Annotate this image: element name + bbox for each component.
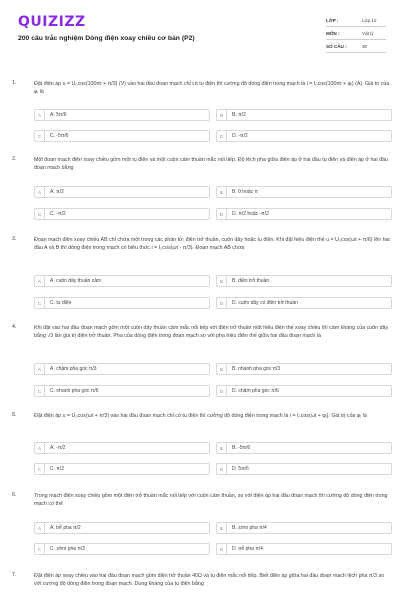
option-d[interactable] [216,543,392,555]
option-b[interactable] [216,522,392,534]
option-letter: B [217,187,227,197]
option-b[interactable] [216,109,392,121]
option-text: C. tụ điện [50,300,72,306]
option-letter: B [217,443,227,453]
option-letter: C [35,209,45,219]
option-text: B. nhanh pha góc π/3 [232,366,281,372]
option-letter: D [217,209,227,219]
option-letter: C [35,298,45,308]
option-letter: A [35,110,45,120]
option-letter: A [35,443,45,453]
option-c[interactable] [34,297,210,309]
option-text: C. -π/2 [50,211,66,217]
meta-label: LỚP : [326,17,339,23]
option-a[interactable] [34,109,210,121]
option-c[interactable] [34,463,210,475]
option-text: B. sớm pha π/4 [232,525,267,531]
meta-label: MÔN : [326,30,340,36]
option-text: B. điện trở thuần [232,278,270,284]
option-b[interactable] [216,442,392,454]
question-number: 7. [12,572,17,578]
option-c[interactable] [34,385,210,397]
option-letter: C [35,544,45,554]
question-text: Trong mạch điện xoay chiều gồm một điện trở thuần mắc nối tiếp với cuộn cảm thuần, so với điện áp hai đầu đoạn mạch thì cường độ dòng điện trong mạch có thể [34,493,388,508]
meta-row-subject [326,27,386,40]
option-letter: B [217,364,227,374]
question-text: Một đoạn mạch điện xoay chiều gồm một tụ điện và một cuộn cảm thuần mắc nối tiếp. Độ lệch pha giữa điện áp ở hai đầu tụ điện và điện áp ở hai đầu đoạn mạch bằng [34,157,388,172]
meta-value: 30 [362,43,368,49]
option-text: C. sớm pha π/2 [50,546,86,552]
meta-value: Vật lý [362,30,374,36]
question-number: 3. [12,236,17,242]
option-b[interactable] [216,275,392,287]
option-text: D. cuộn dây có điện trở thuần [232,300,298,306]
meta-row-class [326,14,386,27]
option-a[interactable] [34,275,210,287]
option-c[interactable] [34,130,210,142]
option-c[interactable] [34,208,210,220]
option-letter: B [217,523,227,533]
option-text: A. 5π/6 [50,112,67,118]
option-text: A. -π/2 [50,445,66,451]
question-text: Đoạn mạch điện xoay chiều AB chỉ chứa một trong các phần tử: điện trở thuần, cuộn dây hoặc tụ điện. Khi đặt hiệu điện thế u = U₀cos(ωt + π/6) lên hai đầu A và B thì dòng điện trong mạch có biểu thức i = I₀cos(ωt - π/3). Đoạn mạch AB chứa [34,237,390,252]
option-b[interactable] [216,363,392,375]
option-letter: A [35,187,45,197]
meta-row-count [326,40,386,53]
question-text: Đặt điện áp u = U₀cos(100πt + π/3) (V) vào hai đầu đoạn mạch chỉ có tụ điện thì cường độ dòng điện trong mạch là i = I₀cos(100πt + φᵢ) (A). Giá trị của φᵢ là [34,81,390,96]
question-number: 4. [12,324,17,330]
option-text: D. -π/2 [232,133,248,139]
option-a[interactable] [34,363,210,375]
page-title: 200 câu trắc nghiệm Dòng điện xoay chiều cơ bản (P2) [18,35,195,42]
option-text: D. trễ pha π/4 [232,546,263,552]
option-letter: A [35,523,45,533]
option-d[interactable] [216,130,392,142]
quizizz-logo: QUIZIZZ [18,14,86,30]
option-b[interactable] [216,186,392,198]
option-a[interactable] [34,522,210,534]
question-text: Đặt điện áp xoay chiều vào hai đầu đoạn mạch gồm điện trở thuần 40Ω và tụ điện mắc nối tiếp. Biết điện áp giữa hai đầu đoạn mạch lệch pha π/3 so với cường độ dòng điện trong đoạn mạch. Dung kháng của tụ điện bằng [34,573,385,588]
question-number: 5. [12,412,17,418]
option-letter: C [35,464,45,474]
option-text: A. trễ pha π/2 [50,525,81,531]
option-text: C. nhanh pha góc π/6 [50,388,99,394]
option-text: C. π/2 [50,466,65,472]
option-letter: D [217,131,227,141]
question-text: Đặt điện áp u = U₀cos(ωt + π/3) vào hai đầu đoạn mạch chỉ có tụ điện thì cường độ dòng điện trong mạch là i = I₀cos(ωt + φᵢ). Giá trị của φᵢ là [34,413,367,419]
option-text: B. -5π/6 [232,445,251,451]
question-number: 6. [12,492,17,498]
option-a[interactable] [34,186,210,198]
meta-table [326,14,386,53]
option-text: C. -5π/6 [50,133,69,139]
option-text: A. π/2 [50,189,64,195]
option-text: B. 0 hoặc π [232,189,258,195]
option-text: D. chậm pha góc π/6 [232,388,279,394]
option-text: B. π/2 [232,112,246,118]
option-letter: D [217,544,227,554]
option-text: D. 5π/6 [232,466,249,472]
option-letter: A [35,364,45,374]
option-letter: D [217,298,227,308]
option-letter: B [217,276,227,286]
meta-value: Lớp 12 [362,17,377,23]
option-text: A. chậm pha góc π/3 [50,366,97,372]
option-d[interactable] [216,208,392,220]
question-text: Khi đặt vào hai đầu đoạn mạch gồm một cuộn dây thuần cảm mắc nối tiếp với điện trở thuần một hiệu điện thế xoay chiều thì cảm kháng của cuộn dây bằng √3 lần giá trị điện trở thuần. Pha của dòng điện trong đoạn mạch so với pha hiệu điện thế giữa hai đầu đoạn mạch là [34,325,389,340]
question-number: 1. [12,80,17,86]
question-number: 2. [12,156,17,162]
option-text: D. π/2 hoặc -π/2 [232,211,269,217]
option-letter: A [35,276,45,286]
option-letter: C [35,131,45,141]
option-letter: D [217,464,227,474]
option-letter: D [217,386,227,396]
option-d[interactable] [216,385,392,397]
option-a[interactable] [34,442,210,454]
option-c[interactable] [34,543,210,555]
page-header [0,0,400,64]
option-letter: B [217,110,227,120]
option-letter: C [35,386,45,396]
option-d[interactable] [216,297,392,309]
option-d[interactable] [216,463,392,475]
meta-label: SỐ CÂU : [326,43,347,49]
option-text: A. cuộn dây thuần cảm [50,278,102,284]
